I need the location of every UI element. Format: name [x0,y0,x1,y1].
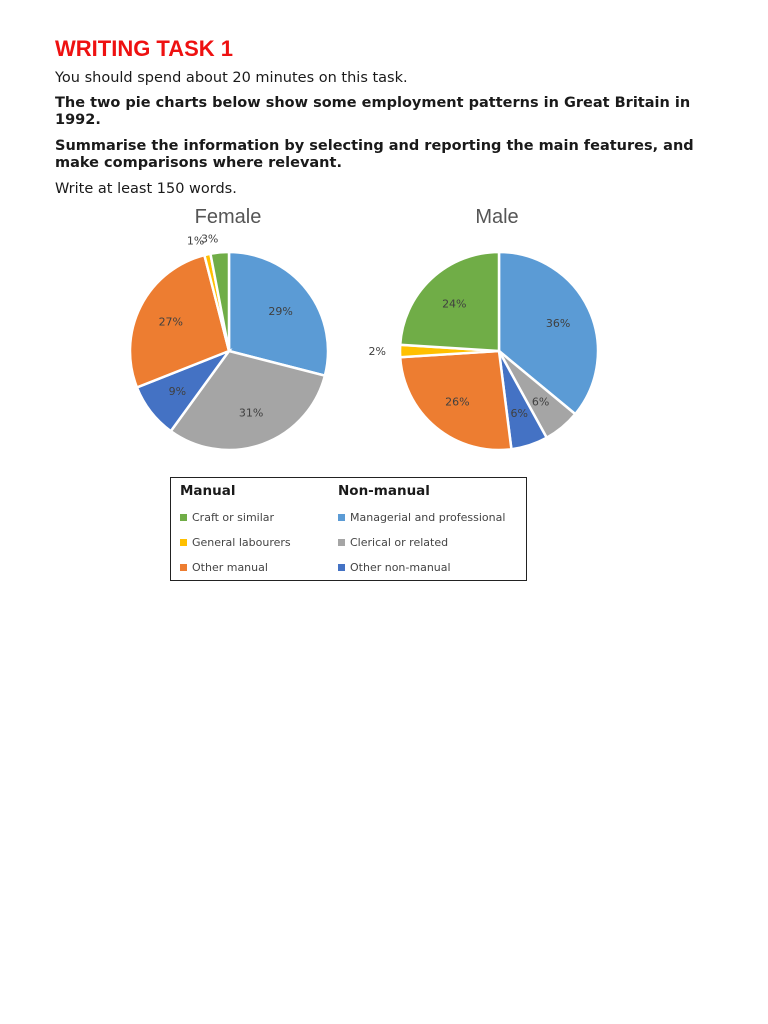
female-label-general-labourers: 1% [186,234,205,248]
summary-line-2: make comparisons where relevant. [55,155,342,171]
task-title: WRITING TASK 1 [55,36,234,61]
female-label-other-manual: 27% [158,315,184,329]
pie-charts [0,0,768,470]
male-label-other-manual: 26% [445,395,470,409]
legend-swatch [180,564,187,571]
male-label-craft-or-similar: 24% [442,297,467,311]
legend-item-clerical [338,536,448,549]
prompt-line-1: The two pie charts below show some employment patterns in Great Britain in [55,95,691,111]
legend-label: Managerial and professional [350,511,506,524]
legend-swatch [338,539,345,546]
female-label-clerical-or-related: 31% [238,406,264,420]
female-label-other-non-manual: 9% [168,385,187,398]
word-count-instruction: Write at least 150 words. [55,181,237,197]
male-chart-title: Male [475,206,519,228]
intro-text: You should spend about 20 minutes on this task. [55,70,408,86]
legend-item-other-nonmanual [338,561,451,574]
legend-swatch [338,564,345,571]
male-pie [369,252,598,450]
legend-label: Other non-manual [350,561,451,574]
legend-item-labourers [180,536,291,549]
female-pie [130,233,328,450]
female-label-managerial-and-professional: 29% [268,305,293,318]
legend-item-managerial [338,511,505,524]
legend-manual-heading: Manual [180,483,236,499]
male-label-general-labourers: 2% [368,345,386,358]
summary-line-1: Summarise the information by selecting and reporting the main features, and [55,138,694,154]
prompt-line-2: 1992. [55,112,101,128]
male-label-managerial-and-professional: 36% [545,317,571,331]
legend-label: Clerical or related [350,536,449,549]
legend-item-other-manual [180,561,268,574]
legend-label: Other manual [192,561,268,574]
legend [170,477,527,581]
female-chart-title: Female [194,206,262,228]
legend-swatch [180,514,187,521]
legend-nonmanual-heading: Non-manual [338,483,430,499]
legend-swatch [180,539,187,546]
female-label-craft-or-similar: 3% [200,232,219,246]
legend-swatch [338,514,345,521]
legend-label: Craft or similar [192,511,275,524]
male-label-other-non-manual: 6% [510,407,528,421]
legend-label: General labourers [192,536,291,549]
male-label-clerical-or-related: 6% [531,395,550,409]
legend-item-craft [180,511,274,524]
